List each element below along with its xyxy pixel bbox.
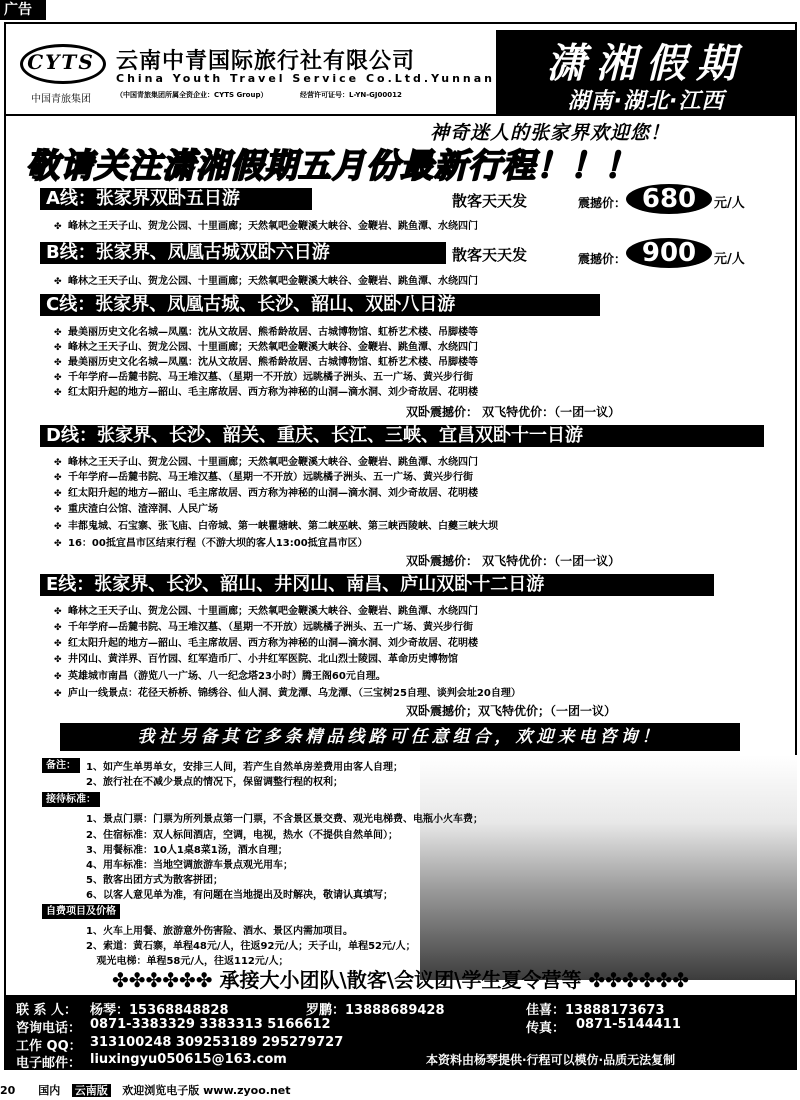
brand-box	[496, 30, 796, 114]
header-divider	[6, 114, 795, 116]
route-a-price: 680	[626, 184, 712, 214]
page-number: 20	[0, 1084, 16, 1097]
license-note: 经营许可证号：L-YN-GJ00012	[300, 91, 402, 99]
standards-item: 4、用车标准：当地空调旅游车景点观光用车；	[86, 860, 293, 871]
remarks-label: 备注：	[42, 758, 80, 773]
route-e-item: ✤ 英雄城市南昌（游览八一广场、八一纪念塔23小时）腾王阁60元自理。	[54, 671, 386, 682]
route-d-title: D线：张家界、长沙、韶关、重庆、长江、三峡、宜昌双卧十一日游	[40, 425, 764, 447]
route-e-item: ✤ 红太阳升起的地方—韶山、毛主席故居、西方称为神秘的山洞—滴水洞、刘少奇故居、花明楼	[54, 638, 478, 649]
bullet-icon: ✤	[54, 373, 62, 383]
route-a-daily: 散客天天发	[452, 192, 528, 210]
bullet-icon: ✤	[54, 539, 62, 549]
remarks-item: 2、旅行社在不减少景点的情况下，保留调整行程的权利；	[86, 777, 343, 788]
group-note: （中国青旅集团所属全资企业：CYTS Group）	[116, 91, 268, 99]
route-c-item: ✤ 红太阳升起的地方—韶山、毛主席故居、西方称为神秘的山洞—滴水洞、刘少奇故居、花明楼	[54, 387, 478, 398]
selfpay-item: 1、火车上用餐、旅游意外伤害险、酒水、景区内需加项目。	[86, 926, 353, 937]
route-c-item: ✤ 峰林之王天子山、贺龙公园、十里画廊；天然氧吧金鞭溪大峡谷、金鞭岩、跳鱼潭、水绕四门	[54, 342, 478, 353]
route-e-price-note: 双卧震撼价；双飞特优价；（一团一议）	[406, 704, 617, 718]
bullet-icon: ✤	[54, 639, 62, 649]
bullet-icon: ✤	[54, 388, 62, 398]
remarks-item: 1、如产生单男单女，安排三人间，若产生自然单房差费用由客人自理；	[86, 762, 403, 773]
page-footer	[0, 1082, 291, 1098]
section-label: 国内	[38, 1084, 61, 1097]
route-c-item: ✤ 最美丽历史文化名城—凤凰：沈从文故居、熊希龄故居、古城博物馆、虹桥艺术楼、吊脚楼等	[54, 357, 478, 368]
flower-icon: ✤✤✤✤✤✤	[581, 968, 689, 992]
selfpay-item: 观光电梯：单程58元/人，往返112元/人；	[86, 956, 289, 967]
route-e-item: ✤ 峰林之王天子山、贺龙公园、十里画廊；天然氧吧金鞭溪大峡谷、金鞭岩、跳鱼潭、水绕四门	[54, 606, 478, 617]
bullet-icon: ✤	[54, 623, 62, 633]
services-line: ✤✤✤✤✤✤ 承接大小团队\散客\会议团\学生夏令营等 ✤✤✤✤✤✤	[112, 968, 689, 992]
headline: 敬请关注潇湘假期五月份最新行程！！！	[26, 146, 638, 185]
phone-label: 咨询电话：	[16, 1021, 82, 1036]
fax-value: 0871-5144411	[576, 1017, 681, 1032]
bullet-icon: ✤	[54, 505, 62, 515]
route-d-price-note: 双卧震撼价： 双飞特优价：（一团一议）	[406, 554, 621, 568]
standards-label: 接待标准：	[42, 792, 100, 807]
selfpay-label: 自费项目及价格	[42, 904, 120, 919]
selfpay-item: 2、索道：黄石寨，单程48元/人，往返92元/人；天子山，单程52元/人；	[86, 941, 416, 952]
route-a-item: ✤ 峰林之王天子山、贺龙公园、十里画廊；天然氧吧金鞭溪大峡谷、金鞭岩、跳鱼潭、水绕四门	[54, 221, 478, 232]
email-value: liuxingyu050615@163.com	[90, 1052, 287, 1067]
bullet-icon: ✤	[54, 328, 62, 338]
email-label: 电子邮件：	[16, 1056, 82, 1071]
company-name-en: China Youth Travel Service Co.Ltd.Yunnan	[116, 72, 495, 85]
bullet-icon: ✤	[54, 343, 62, 353]
standards-item: 1、景点门票：门票为所列景点第一门票，不含景区景交费、观光电梯费、电瓶小火车费；	[86, 814, 483, 825]
route-a-title: A线：张家界双卧五日游	[40, 188, 312, 210]
route-b-title: B线：张家界、凤凰古城双卧六日游	[40, 242, 446, 264]
bullet-icon: ✤	[54, 607, 62, 617]
route-e-item: ✤ 庐山一线景点：花径天桥桥、锦绣谷、仙人洞、黄龙潭、乌龙潭、（三宝树25自理、谈判会址20自理）	[54, 688, 521, 699]
qq-value: 313100248 309253189 295279727	[90, 1035, 344, 1050]
route-e-item: ✤ 井冈山、黄洋界、百竹园、红军造币厂、小井红军医院、北山烈士陵园、革命历史博物馆	[54, 654, 458, 665]
bullet-icon: ✤	[54, 655, 62, 665]
standards-item: 3、用餐标准：10人1桌8菜1汤，酒水自理；	[86, 845, 288, 856]
route-b-price-label: 震撼价：	[578, 252, 627, 266]
disclaimer: 本资料由杨琴提供·行程可以模仿·品质无法复制	[426, 1053, 676, 1067]
standards-item: 2、住宿标准：双人标间酒店，空调，电视，热水（不提供自然单间）；	[86, 830, 398, 841]
bullet-icon: ✤	[54, 672, 62, 682]
contact-panel	[6, 995, 795, 1070]
route-b-price: 900	[626, 238, 712, 268]
contact-person-1: 杨琴：15368848828	[90, 1003, 229, 1018]
scenery-photo	[420, 755, 797, 980]
bullet-icon: ✤	[54, 277, 62, 287]
bullet-icon: ✤	[54, 473, 62, 483]
route-b-item: ✤ 峰林之王天子山、贺龙公园、十里画廊；天然氧吧金鞭溪大峡谷、金鞭岩、跳鱼潭、水绕四门	[54, 276, 478, 287]
qq-label: 工作 QQ：	[16, 1039, 82, 1054]
flower-icon: ✤✤✤✤✤✤	[112, 968, 220, 992]
bullet-icon: ✤	[54, 689, 62, 699]
logo-subtitle: 中国青旅集团	[31, 94, 91, 105]
contact-person-2: 罗鹏：13888689428	[306, 1003, 445, 1018]
combination-banner: 我社另备其它多条精品线路可任意组合，欢迎来电咨询！	[60, 723, 740, 751]
slogan: 神奇迷人的张家界欢迎您！	[430, 122, 671, 144]
contact-person-3: 佳喜：13888173673	[526, 1003, 665, 1018]
company-logo	[16, 38, 106, 108]
bullet-icon: ✤	[54, 358, 62, 368]
route-d-item: ✤ 重庆渣白公馆、渣滓洞、人民广场	[54, 504, 218, 515]
company-name-cn: 云南中青国际旅行社有限公司	[116, 49, 416, 74]
bullet-icon: ✤	[54, 489, 62, 499]
route-d-item: ✤ 丰都鬼城、石宝寨、张飞庙、白帝城、第一峡瞿塘峡、第二峡巫峡、第三峡西陵峡、白夔三峡大坝	[54, 521, 498, 532]
route-e-title: E线：张家界、长沙、韶山、井冈山、南昌、庐山双卧十二日游	[40, 574, 714, 596]
route-d-item: ✤ 千年学府—岳麓书院、马王堆汉墓、（星期一不开放）远眺橘子洲头、五一广场、黄兴步行街	[54, 472, 473, 483]
bullet-icon: ✤	[54, 522, 62, 532]
route-a-unit: 元/人	[714, 196, 745, 211]
route-d-item: ✤ 16：00抵宜昌市区结束行程（不游大坝的客人13:00抵宜昌市区）	[54, 538, 368, 549]
route-c-title: C线：张家界、凤凰古城、长沙、韶山、双卧八日游	[40, 294, 600, 316]
region-label: 云南版	[72, 1084, 111, 1097]
route-d-item: ✤ 红太阳升起的地方—韶山、毛主席故居、西方称为神秘的山洞—滴水洞、刘少奇故居、花明楼	[54, 488, 478, 499]
brand-subtitle: 湖南·湖北·江西	[567, 89, 725, 114]
route-c-item: ✤ 千年学府—岳麓书院、马王堆汉墓、（星期一不开放）远眺橘子洲头、五一广场、黄兴步行街	[54, 372, 473, 383]
bullet-icon: ✤	[54, 222, 62, 232]
logo-text: CYTS	[27, 50, 95, 74]
site-label: 欢迎浏览电子版 www.zyoo.net	[122, 1084, 291, 1097]
standards-item: 6、以客人意见单为准，有问题在当地提出及时解决，敬请认真填写；	[86, 890, 393, 901]
brand-title: 潇湘假期	[546, 40, 746, 87]
route-d-item: ✤ 峰林之王天子山、贺龙公园、十里画廊；天然氧吧金鞭溪大峡谷、金鞭岩、跳鱼潭、水绕四门	[54, 457, 478, 468]
route-b-daily: 散客天天发	[452, 246, 528, 264]
bullet-icon: ✤	[54, 458, 62, 468]
route-c-item: ✤ 最美丽历史文化名城—凤凰：沈从文故居、熊希龄故居、古城博物馆、虹桥艺术楼、吊脚楼等	[54, 327, 478, 338]
route-b-unit: 元/人	[714, 252, 745, 267]
standards-item: 5、散客出团方式为散客拼团；	[86, 875, 223, 886]
route-c-price-note: 双卧震撼价： 双飞特优价：（一团一议）	[406, 405, 621, 419]
fax-label: 传真：	[526, 1021, 566, 1036]
contact-label: 联 系 人：	[16, 1003, 78, 1018]
route-a-price-label: 震撼价：	[578, 196, 627, 210]
route-e-item: ✤ 千年学府—岳麓书院、马王堆汉墓、（星期一不开放）远眺橘子洲头、五一广场、黄兴步行街	[54, 622, 473, 633]
ad-tag: 广告	[0, 0, 46, 20]
phone-value: 0871-3383329 3383313 5166612	[90, 1017, 331, 1032]
